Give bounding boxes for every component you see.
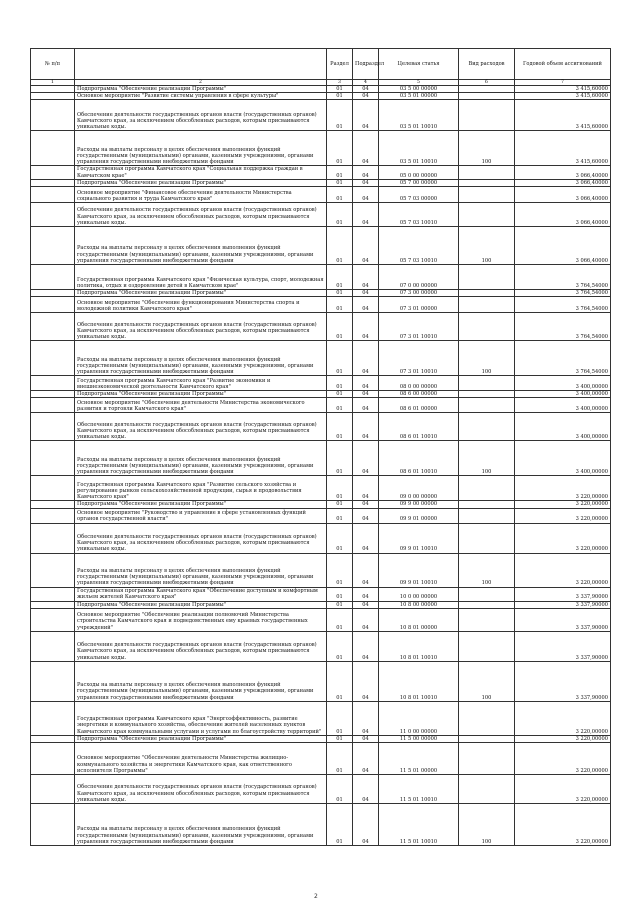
- row-podrazdel-cell: 04: [353, 93, 379, 100]
- row-vid-cell: [459, 501, 515, 508]
- row-name-cell: Расходы на выплаты персоналу в целях обеспечения выполнения функций государственными (муниципальными) органами, казенными учреждениями, органами управления государственными внебюджетными фондами: [75, 131, 327, 166]
- row-amount-cell: 3 066,40000: [515, 203, 611, 227]
- table-row: [31, 297, 611, 313]
- row-vid-cell: [459, 743, 515, 775]
- row-code-cell: 10 8 01 10010: [379, 631, 459, 661]
- row-number-cell: [31, 376, 75, 391]
- row-number-cell: [31, 441, 75, 476]
- row-code-cell: 07 3 00 00000: [379, 290, 459, 297]
- row-vid-cell: [459, 601, 515, 608]
- row-vid-cell: [459, 701, 515, 735]
- table-row: [31, 735, 611, 742]
- row-name-cell: Подпрограмма "Обеспечение реализации Программы": [75, 735, 327, 742]
- row-number-cell: [31, 587, 75, 601]
- row-amount-cell: 3 415,60000: [515, 100, 611, 131]
- row-name-cell: Обеспечение деятельности государственных органов власти (государственных органов) Камчатского края, за исключением обособленных расходов, которым присваиваются уникальные коды.: [75, 631, 327, 661]
- row-razdel-cell: 01: [327, 100, 353, 131]
- row-number-cell: [31, 131, 75, 166]
- row-code-cell: 09 0 00 00000: [379, 476, 459, 501]
- row-podrazdel-cell: 04: [353, 179, 379, 186]
- row-name-cell: Расходы на выплаты персоналу в целях обеспечения выполнения функций государственными (муниципальными) органами, казенными учреждениями, органами управления государственными внебюджетными фондами: [75, 227, 327, 265]
- table-row: [31, 743, 611, 775]
- row-amount-cell: 3 337,90000: [515, 601, 611, 608]
- table-row: [31, 398, 611, 413]
- table-row: [31, 265, 611, 290]
- row-vid-cell: [459, 398, 515, 413]
- table-row: [31, 476, 611, 501]
- row-vid-cell: [459, 265, 515, 290]
- row-name-cell: Расходы на выплаты персоналу в целях обеспечения выполнения функций государственными (муниципальными) органами, казенными учреждениями, органами управления государственными внебюджетными фондами: [75, 441, 327, 476]
- row-code-cell: 11 5 01 00000: [379, 743, 459, 775]
- row-number-cell: [31, 341, 75, 376]
- row-podrazdel-cell: 04: [353, 313, 379, 341]
- row-podrazdel-cell: 04: [353, 341, 379, 376]
- row-razdel-cell: 01: [327, 203, 353, 227]
- row-name-cell: Расходы на выплаты персоналу в целях обеспечения выполнения функций государственными (муниципальными) органами, казенными учреждениями, органами управления государственными внебюджетными фондами: [75, 341, 327, 376]
- row-amount-cell: 3 220,00000: [515, 804, 611, 846]
- row-razdel-cell: 01: [327, 775, 353, 804]
- row-razdel-cell: 01: [327, 661, 353, 701]
- row-podrazdel-cell: 04: [353, 735, 379, 742]
- row-number-cell: [31, 701, 75, 735]
- row-razdel-cell: 01: [327, 227, 353, 265]
- row-razdel-cell: 01: [327, 297, 353, 313]
- row-name-cell: Подпрограмма "Обеспечение реализации Программы": [75, 501, 327, 508]
- row-number-cell: [31, 179, 75, 186]
- row-number-cell: [31, 735, 75, 742]
- row-name-cell: Подпрограмма "Обеспечение реализации Программы": [75, 601, 327, 608]
- row-vid-cell: [459, 86, 515, 93]
- table-row: [31, 701, 611, 735]
- row-amount-cell: 3 337,90000: [515, 661, 611, 701]
- row-razdel-cell: 01: [327, 131, 353, 166]
- budget-sheet: [30, 48, 610, 846]
- row-name-cell: Обеспечение деятельности государственных органов власти (государственных органов) Камчатского края, за исключением обособленных расходов, которым присваиваются уникальные коды.: [75, 100, 327, 131]
- row-amount-cell: 3 220,00000: [515, 553, 611, 587]
- budget-table: [30, 48, 611, 846]
- table-row: [31, 179, 611, 186]
- row-podrazdel-cell: 04: [353, 804, 379, 846]
- row-number-cell: [31, 476, 75, 501]
- col-number: 1: [31, 80, 75, 86]
- row-razdel-cell: 01: [327, 93, 353, 100]
- header-no: № п/п: [31, 49, 75, 80]
- row-razdel-cell: 01: [327, 743, 353, 775]
- row-code-cell: 05 7 03 00000: [379, 187, 459, 203]
- row-code-cell: 03 5 00 00000: [379, 86, 459, 93]
- row-podrazdel-cell: 04: [353, 265, 379, 290]
- col-number: 3: [327, 80, 353, 86]
- row-name-cell: Основное мероприятие "Обеспечение деятельности Министерства жилищно-коммунального хозяйства и энергетики Камчатского края, как ответственного исполнителя Программы": [75, 743, 327, 775]
- row-code-cell: 03 5 01 00000: [379, 93, 459, 100]
- col-number: 5: [379, 80, 459, 86]
- row-vid-cell: 100: [459, 131, 515, 166]
- row-name-cell: Обеспечение деятельности государственных органов власти (государственных органов) Камчатского края, за исключением обособленных расходов, которым присваиваются уникальные коды.: [75, 203, 327, 227]
- row-code-cell: 10 0 00 00000: [379, 587, 459, 601]
- row-amount-cell: 3 220,00000: [515, 701, 611, 735]
- row-amount-cell: 3 400,00000: [515, 398, 611, 413]
- row-code-cell: 08 0 00 00000: [379, 376, 459, 391]
- row-vid-cell: [459, 297, 515, 313]
- row-name-cell: Государственная программа Камчатского края "Развитие экономики и внешнеэкономической деятельности Камчатского края": [75, 376, 327, 391]
- row-razdel-cell: 01: [327, 587, 353, 601]
- table-row: [31, 290, 611, 297]
- row-amount-cell: 3 400,00000: [515, 376, 611, 391]
- table-row: [31, 601, 611, 608]
- row-podrazdel-cell: 04: [353, 227, 379, 265]
- row-podrazdel-cell: 04: [353, 601, 379, 608]
- row-code-cell: 05 7 03 10010: [379, 203, 459, 227]
- row-vid-cell: [459, 93, 515, 100]
- row-podrazdel-cell: 04: [353, 743, 379, 775]
- row-vid-cell: [459, 508, 515, 523]
- row-razdel-cell: 01: [327, 166, 353, 179]
- row-razdel-cell: 01: [327, 441, 353, 476]
- row-number-cell: [31, 553, 75, 587]
- table-row: [31, 441, 611, 476]
- row-amount-cell: 3 764,54000: [515, 313, 611, 341]
- row-amount-cell: 3 066,40000: [515, 166, 611, 179]
- row-vid-cell: [459, 608, 515, 631]
- row-vid-cell: 100: [459, 341, 515, 376]
- row-podrazdel-cell: 04: [353, 553, 379, 587]
- row-number-cell: [31, 203, 75, 227]
- row-code-cell: 09 9 00 00000: [379, 501, 459, 508]
- row-vid-cell: [459, 179, 515, 186]
- row-podrazdel-cell: 04: [353, 441, 379, 476]
- row-code-cell: 10 8 00 00000: [379, 601, 459, 608]
- row-razdel-cell: 01: [327, 735, 353, 742]
- table-row: [31, 631, 611, 661]
- col-number: 7: [515, 80, 611, 86]
- row-razdel-cell: 01: [327, 187, 353, 203]
- row-podrazdel-cell: 04: [353, 398, 379, 413]
- row-amount-cell: 3 337,90000: [515, 587, 611, 601]
- row-code-cell: 07 3 01 10010: [379, 341, 459, 376]
- row-amount-cell: 3 220,00000: [515, 476, 611, 501]
- row-podrazdel-cell: 04: [353, 203, 379, 227]
- row-razdel-cell: 01: [327, 508, 353, 523]
- row-name-cell: Расходы на выплаты персоналу в целях обеспечения выполнения функций государственными (муниципальными) органами, казенными учреждениями, органами управления государственными внебюджетными фондами: [75, 661, 327, 701]
- row-name-cell: Государственная программа Камчатского края "Энергоэффективность, развитие энергетики и коммунального хозяйства, обеспечение жителей населенных пунктов Камчатского края коммунальными услугами и услугами по благоустройству территорий": [75, 701, 327, 735]
- row-vid-cell: 100: [459, 227, 515, 265]
- row-number-cell: [31, 297, 75, 313]
- row-vid-cell: [459, 187, 515, 203]
- row-vid-cell: [459, 203, 515, 227]
- row-number-cell: [31, 265, 75, 290]
- row-code-cell: 08 6 00 00000: [379, 391, 459, 398]
- row-podrazdel-cell: 04: [353, 476, 379, 501]
- row-razdel-cell: 01: [327, 265, 353, 290]
- row-code-cell: 08 6 01 10010: [379, 413, 459, 441]
- row-amount-cell: 3 220,00000: [515, 501, 611, 508]
- row-razdel-cell: 01: [327, 476, 353, 501]
- row-razdel-cell: 01: [327, 804, 353, 846]
- row-number-cell: [31, 608, 75, 631]
- row-podrazdel-cell: 04: [353, 86, 379, 93]
- row-vid-cell: [459, 290, 515, 297]
- col-number: 2: [75, 80, 327, 86]
- row-vid-cell: [459, 587, 515, 601]
- row-name-cell: Государственная программа Камчатского края "Физическая культура, спорт, молодежная политика, отдых и оздоровление детей в Камчатском крае": [75, 265, 327, 290]
- row-amount-cell: 3 220,00000: [515, 508, 611, 523]
- table-row: [31, 100, 611, 131]
- row-name-cell: Расходы на выплаты персоналу в целях обеспечения выполнения функций государственными (муниципальными) органами, казенными учреждениями, органами управления государственными внебюджетными фондами: [75, 553, 327, 587]
- row-amount-cell: 3 764,54000: [515, 290, 611, 297]
- row-razdel-cell: 01: [327, 631, 353, 661]
- row-amount-cell: 3 066,40000: [515, 187, 611, 203]
- row-name-cell: Основное мероприятие "Финансовое обеспечение деятельности Министерства социального развития и труда Камчатского края": [75, 187, 327, 203]
- row-amount-cell: 3 764,54000: [515, 341, 611, 376]
- row-podrazdel-cell: 04: [353, 187, 379, 203]
- row-name-cell: Обеспечение деятельности государственных органов власти (государственных органов) Камчатского края, за исключением обособленных расходов, которым присваиваются уникальные коды.: [75, 413, 327, 441]
- row-podrazdel-cell: 04: [353, 701, 379, 735]
- table-row: [31, 203, 611, 227]
- header-vid: Вид расходов: [459, 49, 515, 80]
- row-amount-cell: 3 415,60000: [515, 131, 611, 166]
- row-podrazdel-cell: 04: [353, 376, 379, 391]
- row-vid-cell: 100: [459, 441, 515, 476]
- table-row: [31, 553, 611, 587]
- row-number-cell: [31, 804, 75, 846]
- row-name-cell: Обеспечение деятельности государственных органов власти (государственных органов) Камчатского края, за исключением обособленных расходов, которым присваиваются уникальные коды.: [75, 775, 327, 804]
- row-razdel-cell: 01: [327, 391, 353, 398]
- row-amount-cell: 3 066,40000: [515, 179, 611, 186]
- row-amount-cell: 3 415,60000: [515, 86, 611, 93]
- table-row: [31, 587, 611, 601]
- header-razdel: Раздел: [327, 49, 353, 80]
- table-row: [31, 413, 611, 441]
- row-number-cell: [31, 290, 75, 297]
- row-amount-cell: 3 400,00000: [515, 413, 611, 441]
- row-number-cell: [31, 508, 75, 523]
- row-code-cell: 10 8 01 00000: [379, 608, 459, 631]
- table-row: [31, 341, 611, 376]
- page-number: 2: [314, 893, 318, 900]
- table-header: [31, 49, 611, 86]
- table-row: [31, 86, 611, 93]
- row-amount-cell: 3 220,00000: [515, 735, 611, 742]
- row-razdel-cell: 01: [327, 290, 353, 297]
- row-code-cell: 07 0 00 00000: [379, 265, 459, 290]
- header-amount: Годовой объем ассигнований: [515, 49, 611, 80]
- row-name-cell: Основное мероприятие "Обеспечение реализации полномочий Министерства строительства Камчатского края и подведомственных ему краевых государственных учреждений": [75, 608, 327, 631]
- row-vid-cell: [459, 735, 515, 742]
- row-code-cell: 09 9 01 10010: [379, 523, 459, 553]
- row-name-cell: Основное мероприятие "Обеспечение функционирования Министерства спорта и молодежной политики Камчатского края": [75, 297, 327, 313]
- table-row: [31, 391, 611, 398]
- row-name-cell: Расходы на выплаты персоналу в целях обеспечения выполнения функций государственными (муниципальными) органами, казенными учреждениями, органами управления государственными внебюджетными фондами: [75, 804, 327, 846]
- row-code-cell: 11 5 00 00000: [379, 735, 459, 742]
- row-number-cell: [31, 166, 75, 179]
- row-razdel-cell: 01: [327, 523, 353, 553]
- row-number-cell: [31, 661, 75, 701]
- row-podrazdel-cell: 04: [353, 290, 379, 297]
- row-code-cell: 11 5 01 10010: [379, 775, 459, 804]
- row-code-cell: 08 6 01 00000: [379, 398, 459, 413]
- row-code-cell: 05 0 00 00000: [379, 166, 459, 179]
- row-razdel-cell: 01: [327, 179, 353, 186]
- row-number-cell: [31, 743, 75, 775]
- row-podrazdel-cell: 04: [353, 413, 379, 441]
- row-code-cell: 03 5 01 10010: [379, 131, 459, 166]
- row-vid-cell: [459, 476, 515, 501]
- row-podrazdel-cell: 04: [353, 297, 379, 313]
- row-podrazdel-cell: 04: [353, 508, 379, 523]
- table-row: [31, 131, 611, 166]
- header-podrazdel: Подраздел: [353, 49, 379, 80]
- table-body: [31, 86, 611, 846]
- row-vid-cell: [459, 376, 515, 391]
- table-row: [31, 508, 611, 523]
- row-podrazdel-cell: 04: [353, 775, 379, 804]
- row-razdel-cell: 01: [327, 608, 353, 631]
- row-number-cell: [31, 398, 75, 413]
- row-vid-cell: [459, 775, 515, 804]
- row-amount-cell: 3 337,90000: [515, 631, 611, 661]
- row-name-cell: Обеспечение деятельности государственных органов власти (государственных органов) Камчатского края, за исключением обособленных расходов, которым присваиваются уникальные коды.: [75, 523, 327, 553]
- row-podrazdel-cell: 04: [353, 661, 379, 701]
- row-number-cell: [31, 601, 75, 608]
- row-name-cell: Государственная программа Камчатского края "Развитие сельского хозяйства и регулирование рынков сельскохозяйственной продукции, сырья и продовольствия Камчатского края": [75, 476, 327, 501]
- row-vid-cell: [459, 631, 515, 661]
- row-number-cell: [31, 187, 75, 203]
- row-podrazdel-cell: 04: [353, 166, 379, 179]
- row-amount-cell: 3 764,54000: [515, 297, 611, 313]
- row-amount-cell: 3 400,00000: [515, 391, 611, 398]
- row-razdel-cell: 01: [327, 413, 353, 441]
- table-row: [31, 166, 611, 179]
- row-number-cell: [31, 523, 75, 553]
- row-name-cell: Обеспечение деятельности государственных органов власти (государственных органов) Камчатского края, за исключением обособленных расходов, которым присваиваются уникальные коды.: [75, 313, 327, 341]
- row-number-cell: [31, 93, 75, 100]
- row-name-cell: Подпрограмма "Обеспечение реализации Программы": [75, 391, 327, 398]
- row-razdel-cell: 01: [327, 86, 353, 93]
- row-name-cell: Государственная программа Камчатского края "Обеспечение доступным и комфортным жильем жителей Камчатского края": [75, 587, 327, 601]
- row-razdel-cell: 01: [327, 601, 353, 608]
- row-amount-cell: 3 220,00000: [515, 775, 611, 804]
- table-row: [31, 501, 611, 508]
- row-amount-cell: 3 400,00000: [515, 441, 611, 476]
- row-vid-cell: [459, 313, 515, 341]
- row-number-cell: [31, 100, 75, 131]
- row-amount-cell: 3 337,90000: [515, 608, 611, 631]
- row-vid-cell: 100: [459, 804, 515, 846]
- row-vid-cell: [459, 100, 515, 131]
- row-code-cell: 10 8 01 10010: [379, 661, 459, 701]
- table-row: [31, 93, 611, 100]
- header-name: [75, 49, 327, 80]
- row-podrazdel-cell: 04: [353, 501, 379, 508]
- table-row: [31, 775, 611, 804]
- row-amount-cell: 3 415,60000: [515, 93, 611, 100]
- row-code-cell: 11 5 01 10010: [379, 804, 459, 846]
- row-podrazdel-cell: 04: [353, 523, 379, 553]
- table-row: [31, 187, 611, 203]
- row-number-cell: [31, 86, 75, 93]
- row-code-cell: 07 3 01 00000: [379, 297, 459, 313]
- row-razdel-cell: 01: [327, 553, 353, 587]
- row-number-cell: [31, 775, 75, 804]
- table-row: [31, 227, 611, 265]
- row-razdel-cell: 01: [327, 376, 353, 391]
- table-row: [31, 376, 611, 391]
- row-name-cell: Подпрограмма "Обеспечение реализации Программы": [75, 290, 327, 297]
- row-razdel-cell: 01: [327, 313, 353, 341]
- table-row: [31, 661, 611, 701]
- table-row: [31, 608, 611, 631]
- row-name-cell: Основное мероприятие "Развитие системы управления в сфере культуры": [75, 93, 327, 100]
- row-code-cell: 03 5 01 10010: [379, 100, 459, 131]
- row-code-cell: 09 9 01 00000: [379, 508, 459, 523]
- row-name-cell: Государственная программа Камчатского края "Социальная поддержка граждан в Камчатском крае": [75, 166, 327, 179]
- row-podrazdel-cell: 04: [353, 608, 379, 631]
- row-number-cell: [31, 631, 75, 661]
- row-podrazdel-cell: 04: [353, 391, 379, 398]
- col-number: 4: [353, 80, 379, 86]
- row-amount-cell: 3 764,54000: [515, 265, 611, 290]
- row-code-cell: 08 6 01 10010: [379, 441, 459, 476]
- row-name-cell: Подпрограмма "Обеспечение реализации Программы": [75, 86, 327, 93]
- row-number-cell: [31, 227, 75, 265]
- row-amount-cell: 3 066,40000: [515, 227, 611, 265]
- row-razdel-cell: 01: [327, 341, 353, 376]
- row-code-cell: 11 0 00 00000: [379, 701, 459, 735]
- row-vid-cell: [459, 523, 515, 553]
- row-code-cell: 07 3 01 10010: [379, 313, 459, 341]
- row-code-cell: 05 7 03 10010: [379, 227, 459, 265]
- row-code-cell: 05 7 00 00000: [379, 179, 459, 186]
- row-number-cell: [31, 501, 75, 508]
- row-vid-cell: [459, 391, 515, 398]
- row-razdel-cell: 01: [327, 501, 353, 508]
- row-name-cell: Подпрограмма "Обеспечение реализации Программы": [75, 179, 327, 186]
- table-row: [31, 523, 611, 553]
- row-podrazdel-cell: 04: [353, 100, 379, 131]
- row-podrazdel-cell: 04: [353, 631, 379, 661]
- row-name-cell: Основное мероприятие "Обеспечение деятельности Министерства экономического развития и торговли Камчатского края": [75, 398, 327, 413]
- table-row: [31, 313, 611, 341]
- row-name-cell: Основное мероприятие "Руководство и управление в сфере установленных функций органов государственной власти": [75, 508, 327, 523]
- row-vid-cell: 100: [459, 553, 515, 587]
- row-podrazdel-cell: 04: [353, 587, 379, 601]
- row-code-cell: 09 9 01 10010: [379, 553, 459, 587]
- table-row: [31, 804, 611, 846]
- row-amount-cell: 3 220,00000: [515, 523, 611, 553]
- col-number: 6: [459, 80, 515, 86]
- row-number-cell: [31, 391, 75, 398]
- row-number-cell: [31, 313, 75, 341]
- row-razdel-cell: 01: [327, 701, 353, 735]
- header-code: Целевая статья: [379, 49, 459, 80]
- row-vid-cell: [459, 413, 515, 441]
- row-amount-cell: 3 220,00000: [515, 743, 611, 775]
- row-razdel-cell: 01: [327, 398, 353, 413]
- row-number-cell: [31, 413, 75, 441]
- row-vid-cell: 100: [459, 661, 515, 701]
- row-podrazdel-cell: 04: [353, 131, 379, 166]
- row-vid-cell: [459, 166, 515, 179]
